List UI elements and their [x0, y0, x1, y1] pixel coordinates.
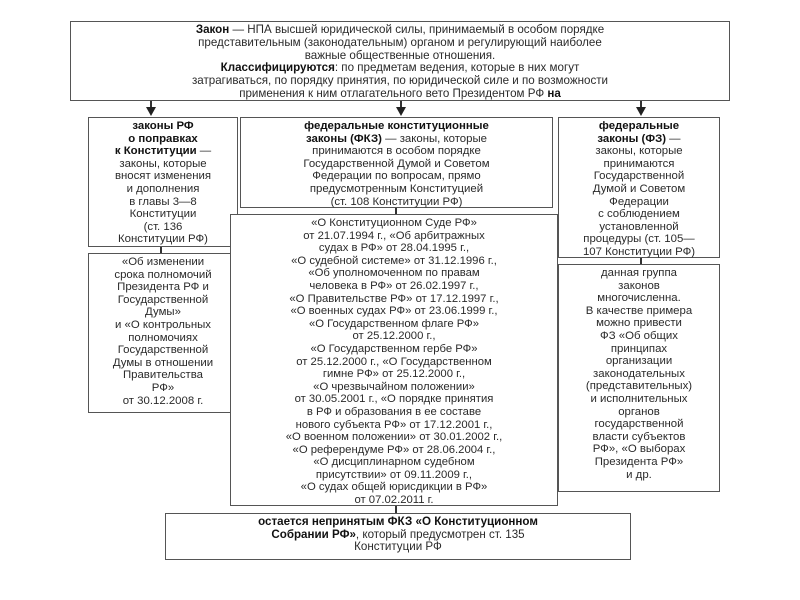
- amendment-examples-box: «Об изменении срока полномочий Президента РФ и Государственной Думы» и «О контрольных полномочиях Государственной Думы в отношении Правительства РФ» от 30.12.2008 г.: [88, 253, 238, 413]
- left-description: — законы, которые вносят изменения и дополнения в главы 3—8 Конституции (ст. 136 Конституции РФ): [114, 145, 212, 246]
- left-title: законы РФ о поправках к Конституции: [114, 120, 198, 158]
- classified-text: : по предметам ведения, которые в них могут затрагиваться, по порядку принятия, по юридической силе и по возможности применения к ним отлагательного вето Президентом РФ: [191, 61, 609, 100]
- bottom-text: , который предусмотрен ст. 135 Конституции РФ: [354, 527, 525, 554]
- bottom-bold: остается непринятым ФКЗ «О Конституционном Собрании РФ»: [258, 515, 538, 541]
- fkz-box: [240, 117, 553, 208]
- constitutional-amendment-laws-box: [88, 117, 238, 247]
- fz-box: [558, 117, 720, 258]
- law-term: Закон: [195, 23, 230, 36]
- middle-title: федеральные конституционные законы (ФКЗ): [304, 120, 489, 145]
- arrow-down-icon: [396, 107, 406, 116]
- connector-line: [395, 506, 397, 513]
- unadopted-fkz-box: [165, 513, 631, 560]
- fz-examples-box: данная группа законов многочисленна. В качестве примера можно привести ФЗ «Об общих принципах организации законодательных (представительных) и исполнительных органов государственной власти субъектов РФ», «О выборах Президента РФ» и др.: [558, 264, 720, 492]
- middle-description: — законы, которые принимаются в особом порядке Государственной Думой и Советом Федерации по вопросам, прямо предусмотренным Конституцией (ст. 108 Конституции РФ): [303, 132, 490, 208]
- right-description: — законы, которые принимаются Государственной Думой и Советом Федерации с соблюдением установленной процедуры (ст. 105— 107 Конституции РФ): [582, 132, 696, 258]
- law-definition-box: [70, 21, 730, 101]
- arrow-down-icon: [636, 107, 646, 116]
- classified-label: Классифицируются: [220, 61, 335, 75]
- law-definition: — НПА высшей юридической силы, принимаемый в особом порядке представительным (законодательным) органом и регулирующий наиболее важные общественные отношения.: [198, 23, 605, 62]
- right-title: федеральные законы (ФЗ): [597, 120, 680, 145]
- classified-end: на: [547, 86, 561, 100]
- fkz-examples-box: «О Конституционном Суде РФ» от 21.07.1994 г., «Об арбитражных судах в РФ» от 28.04.1995 г., «О судебной системе» от 31.12.1996 г., «Об уполномоченном по правам человека в РФ» от 26.02.1997 г., «О Правительстве РФ» от 17.12.1997 г., «О военных судах РФ» от 23.06.1999 г., «О Государственном флаге РФ» от 25.12.2000 г., «О Государственном гербе РФ» от 25.12.2000 г., «О Государственном гимне РФ» от 25.12.2000 г., «О чрезвычайном положении» от 30.05.2001 г., «О порядке принятия в РФ и образования в ее составе нового субъекта РФ» от 17.12.2001 г., «О военном положении» от 30.01.2002 г., «О референдуме РФ» от 28.06.2004 г., «О дисциплинарном судебном присутствии» от 09.11.2009 г., «О судах общей юрисдикции в РФ» от 07.02.2011 г.: [230, 214, 558, 506]
- arrow-down-icon: [146, 107, 156, 116]
